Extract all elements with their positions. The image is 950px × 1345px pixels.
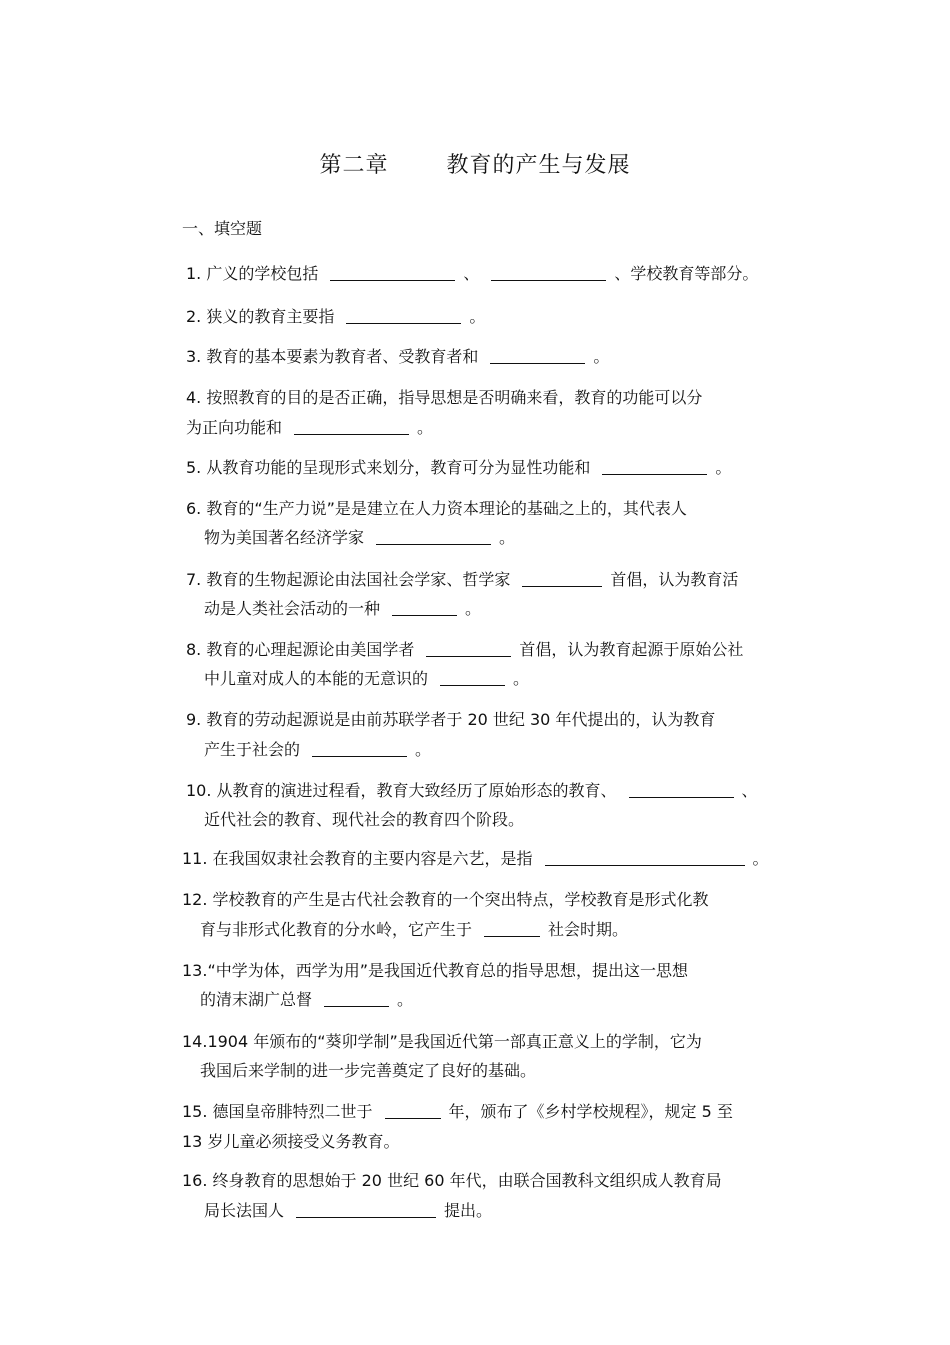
section-heading: 一、填空题 <box>182 219 263 238</box>
question-14-line-1 <box>182 1032 702 1052</box>
question-text: 育与非形式化教育的分水岭，它产生于 <box>200 920 473 939</box>
question-13-line-2 <box>200 990 413 1010</box>
question-5-line-1 <box>186 458 731 478</box>
question-text: 产生于社会的 <box>204 740 301 759</box>
answer-blank <box>376 528 491 545</box>
question-text: 10. 从教育的演进过程看，教育大致经历了原始形态的教育、 <box>186 781 617 800</box>
question-text: 12. 学校教育的产生是古代社会教育的一个突出特点，学校教育是形式化教 <box>182 890 709 909</box>
question-15-line-1 <box>182 1102 733 1122</box>
question-text: 4. 按照教育的目的是否正确，指导思想是否明确来看，教育的功能可以分 <box>186 388 703 407</box>
question-2-line-1 <box>186 307 485 327</box>
question-text: 动是人类社会活动的一种 <box>204 599 381 618</box>
question-text: 6. 教育的“生产力说”是是建立在人力资本理论的基础之上的，其代表人 <box>186 499 687 518</box>
question-4-line-1 <box>186 388 702 408</box>
question-8-line-1 <box>186 640 743 660</box>
answer-blank <box>440 669 505 686</box>
question-text: 。 <box>715 458 732 477</box>
question-7-line-2 <box>204 599 481 619</box>
answer-blank <box>491 264 606 281</box>
question-4-line-2 <box>186 418 433 438</box>
question-text: 13 岁儿童必须接受义务教育。 <box>182 1132 400 1151</box>
answer-blank <box>392 599 457 616</box>
question-text: 14.1904 年颁布的“葵卯学制”是我国近代第一部真正意义上的学制，它为 <box>182 1032 702 1051</box>
question-text: 。 <box>465 599 482 618</box>
question-9-line-1 <box>186 710 715 730</box>
question-7-line-1 <box>186 570 738 590</box>
answer-blank <box>296 1201 436 1218</box>
answer-blank <box>545 849 745 866</box>
question-text: 年，颁布了《乡村学校规程》，规定 5 至 <box>448 1102 733 1121</box>
question-12-line-2 <box>200 920 628 940</box>
question-9-line-2 <box>204 740 431 760</box>
question-text: 首倡，认为教育活 <box>610 570 739 589</box>
question-text: 近代社会的教育、现代社会的教育四个阶段。 <box>204 810 525 829</box>
question-text: 、 <box>463 264 480 283</box>
question-text: 9. 教育的劳动起源说是由前苏联学者于 20 世纪 30 年代提出的，认为教育 <box>186 710 716 729</box>
question-13-line-1 <box>182 961 688 981</box>
question-text: 、学校教育等部分。 <box>614 264 759 283</box>
question-text: 。 <box>593 347 610 366</box>
question-text: 15. 德国皇帝腓特烈二世于 <box>182 1102 373 1121</box>
question-text: 、 <box>741 781 758 800</box>
answer-blank <box>490 347 585 364</box>
question-text: 提出。 <box>444 1201 493 1220</box>
question-text: 8. 教育的心理起源论由美国学者 <box>186 640 415 659</box>
question-6-line-1 <box>186 499 687 519</box>
question-text: 。 <box>513 669 530 688</box>
question-3-line-1 <box>186 347 609 367</box>
question-text: 。 <box>752 849 769 868</box>
answer-blank <box>330 264 455 281</box>
question-text: 7. 教育的生物起源论由法国社会学家、哲学家 <box>186 570 511 589</box>
question-text: 16. 终身教育的思想始于 20 世纪 60 年代，由联合国教科文组织成人教育局 <box>182 1171 722 1190</box>
question-12-line-1 <box>182 890 709 910</box>
answer-blank <box>312 740 407 757</box>
question-text: 。 <box>397 990 414 1009</box>
question-16-line-1 <box>182 1171 722 1191</box>
answer-blank <box>522 570 602 587</box>
answer-blank <box>324 990 389 1007</box>
question-text: 13.“中学为体，西学为用”是我国近代教育总的指导思想，提出这一思想 <box>182 961 689 980</box>
question-text: 1. 广义的学校包括 <box>186 264 319 283</box>
question-8-line-2 <box>204 669 529 689</box>
question-16-line-2 <box>204 1201 492 1221</box>
question-text: 11. 在我国奴隶社会教育的主要内容是六艺，是指 <box>182 849 533 868</box>
answer-blank <box>602 458 707 475</box>
question-text: 为正向功能和 <box>186 418 283 437</box>
question-10-line-2 <box>204 810 524 830</box>
question-text: 的清末湖广总督 <box>200 990 313 1009</box>
answer-blank <box>426 640 511 657</box>
chapter-title <box>0 148 950 179</box>
answer-blank <box>346 307 461 324</box>
answer-blank <box>629 781 734 798</box>
question-text: 2. 狭义的教育主要指 <box>186 307 335 326</box>
chapter-number: 第二章 <box>319 153 389 178</box>
question-text: 局长法国人 <box>204 1201 285 1220</box>
question-text: 。 <box>415 740 432 759</box>
question-10-line-1 <box>186 781 758 801</box>
question-15-line-2 <box>182 1132 399 1152</box>
question-text: 3. 教育的基本要素为教育者、受教育者和 <box>186 347 479 366</box>
answer-blank <box>385 1102 441 1119</box>
answer-blank <box>484 920 540 937</box>
question-text: 首倡，认为教育起源于原始公社 <box>519 640 744 659</box>
question-text: 物为美国著名经济学家 <box>204 528 365 547</box>
question-1-line-1 <box>186 264 758 284</box>
question-text: 我国后来学制的进一步完善奠定了良好的基础。 <box>200 1061 537 1080</box>
question-text: 5. 从教育功能的呈现形式来划分，教育可分为显性功能和 <box>186 458 591 477</box>
question-text: 。 <box>469 307 486 326</box>
question-text: 社会时期。 <box>548 920 629 939</box>
question-6-line-2 <box>204 528 515 548</box>
question-14-line-2 <box>200 1061 536 1081</box>
question-11-line-1 <box>182 849 769 869</box>
question-text: 。 <box>417 418 434 437</box>
question-text: 中儿童对成人的本能的无意识的 <box>204 669 429 688</box>
answer-blank <box>294 418 409 435</box>
chapter-name: 教育的产生与发展 <box>446 153 631 178</box>
question-text: 。 <box>499 528 516 547</box>
